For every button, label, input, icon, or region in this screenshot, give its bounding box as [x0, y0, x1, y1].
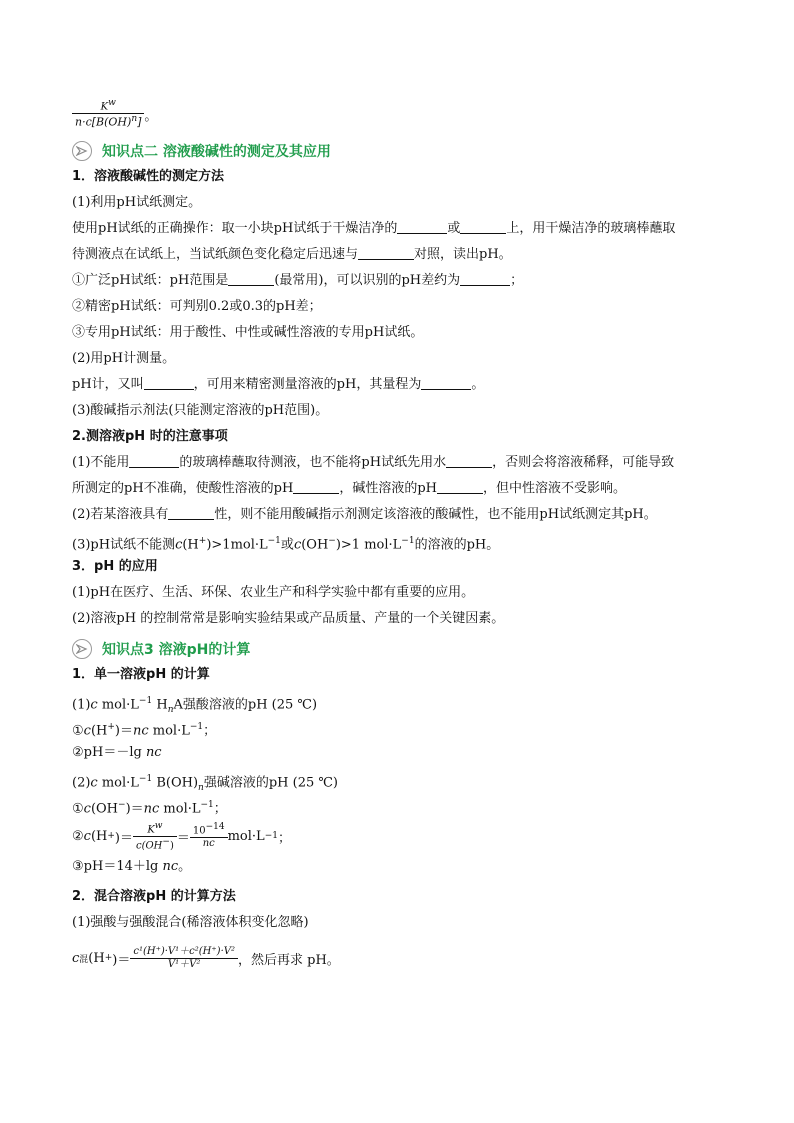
- kw-fraction: [72, 98, 144, 129]
- fill-blank: [446, 453, 492, 468]
- subscript: 混: [79, 954, 89, 965]
- fill-blank: [460, 219, 506, 234]
- text-span: 所测定的pH不准确，使酸性溶液的pH: [72, 481, 294, 496]
- text-span: 。: [178, 859, 192, 874]
- text-span: )＝: [114, 723, 133, 739]
- section-title: 知识点二 溶液酸碱性的测定及其应用: [102, 144, 331, 160]
- text-span: nc: [143, 801, 160, 817]
- text-span: )＝: [125, 801, 144, 817]
- text-span: ②pH＝－lg: [72, 745, 146, 760]
- superscript: −1: [189, 722, 204, 732]
- text-span: 的玻璃棒蘸取待测液，也不能将pH试纸先用水: [179, 455, 447, 470]
- text-span: mol·L: [97, 697, 139, 713]
- top-fraction-line: [72, 94, 724, 134]
- text-span: ，然后再求 pH。: [237, 952, 340, 968]
- text-span: (H: [90, 723, 108, 739]
- text-span: (2): [72, 775, 91, 791]
- fraction-denominator-end: ]: [137, 115, 142, 129]
- fill-blank: [358, 245, 414, 260]
- fraction-denominator: V¹＋V²: [130, 958, 238, 971]
- text-span: ①: [72, 723, 84, 739]
- text-line: [72, 372, 724, 398]
- text-span: ，但中性溶液不受影响。: [483, 481, 627, 496]
- superscript: +: [198, 536, 207, 546]
- text-line: [72, 216, 724, 242]
- text-span: c: [175, 537, 183, 553]
- text-span: )>1 mol·L: [335, 537, 402, 553]
- superscript: +: [104, 953, 113, 963]
- superscript: −1: [138, 774, 153, 784]
- fraction-denominator: n·c[B(OH): [75, 115, 132, 129]
- text-line: [72, 476, 724, 502]
- text-span: )＝: [114, 830, 133, 846]
- text-span: ①广泛pH试纸：pH范围是: [72, 273, 229, 288]
- text-line: (3)酸碱指示剂法(只能测定溶液的pH范围)。: [72, 403, 329, 418]
- text-line: ②精密pH试纸：可判别0.2或0.3的pH差；: [72, 299, 322, 314]
- text-span: ；: [277, 830, 291, 846]
- text-span: nc: [162, 859, 179, 874]
- text-span: )＝: [112, 952, 131, 968]
- subscript: n: [198, 782, 204, 793]
- text-line: (2)溶液pH 的控制常常是影响实验结果或产品质量、产量的一个关键因素。: [72, 611, 505, 626]
- text-span: )>1mol·L: [206, 537, 268, 553]
- text-span: H: [152, 697, 168, 713]
- fill-blank: [144, 375, 194, 390]
- text-span: (最常用)，可以识别的pH差约为: [274, 273, 461, 288]
- text-line: (2)用pH计测量。: [72, 351, 176, 366]
- text-span: mol·L: [148, 723, 190, 739]
- superscript: −1: [264, 831, 278, 841]
- text-span: 强碱溶液的pH (25 ℃): [203, 775, 338, 791]
- text-line: [72, 528, 724, 554]
- text-span: 的溶液的pH。: [414, 537, 500, 553]
- fill-blank: [228, 271, 274, 286]
- text-span: (1): [72, 697, 91, 713]
- text-line: [72, 792, 724, 818]
- kw-over-oh-fraction: [133, 821, 177, 852]
- superscript: −1: [401, 536, 415, 546]
- page-content: [72, 94, 724, 980]
- text-line: (1)强酸与强酸混合(稀溶液体积变化忽略): [72, 915, 309, 930]
- subscript: n: [167, 704, 174, 715]
- text-span: (OH: [90, 801, 119, 817]
- text-span: (3)pH试纸不能测: [72, 537, 176, 553]
- text-line: [72, 688, 724, 714]
- text-span: (H: [90, 828, 108, 844]
- superscript: −: [328, 536, 336, 546]
- text-span: 待测液点在试纸上，当试纸颜色变化稳定后迅速与: [72, 247, 359, 262]
- text-span: ＝: [176, 830, 190, 846]
- subheading: 1．单一溶液pH 的计算: [72, 667, 210, 682]
- superscript: −1: [200, 800, 214, 810]
- fraction-denominator: nc: [190, 837, 228, 850]
- ten-over-nc-fraction: [190, 822, 228, 849]
- subheading: 3．pH 的应用: [72, 559, 158, 574]
- text-span: mol·L: [159, 801, 201, 817]
- superscript: −14: [205, 822, 225, 833]
- fill-blank: [168, 505, 214, 520]
- section-header-3: [72, 636, 724, 662]
- superscript: −1: [138, 696, 153, 706]
- text-span: ①: [72, 801, 84, 817]
- text-span: mol·L: [97, 775, 139, 791]
- text-span: c: [83, 801, 91, 817]
- fraction-numerator: K: [100, 101, 109, 113]
- text-span: c: [83, 828, 91, 844]
- text-span: ；: [213, 801, 227, 817]
- text-span: c: [90, 775, 98, 791]
- text-span: ②: [72, 828, 84, 844]
- text-span: ；: [510, 273, 524, 288]
- text-span: (OH: [301, 537, 329, 553]
- fraction-denominator-end: ): [169, 839, 174, 851]
- section-header-2: [72, 138, 724, 164]
- subheading: 2.测溶液pH 时的注意事项: [72, 429, 228, 444]
- fill-blank: [421, 375, 471, 390]
- text-line: [72, 268, 724, 294]
- arrow-circle-icon: [72, 141, 92, 161]
- text-span: (H: [88, 950, 105, 966]
- fill-blank: [293, 479, 339, 494]
- text-span: (H: [182, 537, 199, 553]
- fill-blank: [460, 271, 510, 286]
- text-span: mol·L: [227, 828, 265, 844]
- text-span: nc: [132, 723, 149, 739]
- fraction-numerator: K: [147, 824, 155, 835]
- text-line: [72, 242, 724, 268]
- section-title: 知识点3 溶液pH的计算: [102, 642, 251, 658]
- fraction-numerator: c¹(H⁺)·V¹＋c²(H⁺)·V²: [133, 946, 235, 957]
- mixed-concentration-fraction: [130, 946, 238, 970]
- fraction-denominator-sup: n: [131, 114, 138, 125]
- fill-blank: [437, 479, 483, 494]
- text-span: 或: [447, 221, 461, 236]
- text-span: 或: [280, 537, 294, 553]
- text-span: c: [83, 723, 91, 739]
- text-span: 使用pH试纸的正确操作：取一小块pH试纸于干燥洁净的: [72, 221, 398, 236]
- superscript: w: [154, 820, 163, 831]
- fraction-numerator: 10: [192, 825, 206, 837]
- arrow-circle-icon: [72, 639, 92, 659]
- text-line: [72, 450, 724, 476]
- fraction-tail: 。: [144, 108, 158, 124]
- text-span: 上，用干燥洁净的玻璃棒蘸取: [506, 221, 676, 236]
- formula-line: [72, 818, 724, 854]
- text-span: nc: [145, 745, 162, 760]
- superscript: −1: [267, 536, 281, 546]
- fill-blank: [397, 219, 447, 234]
- text-line: [72, 714, 724, 740]
- text-span: c: [72, 950, 80, 966]
- text-line: ③专用pH试纸：用于酸性、中性或碱性溶液的专用pH试纸。: [72, 325, 424, 340]
- superscript: +: [107, 831, 115, 841]
- text-span: (1)不能用: [72, 455, 130, 470]
- text-line: [72, 740, 724, 766]
- text-span: ，碱性溶液的pH: [339, 481, 437, 496]
- subheading: 1．溶液酸碱性的测定方法: [72, 169, 225, 184]
- superscript: −: [118, 800, 126, 810]
- text-span: ，否则会将溶液稀释，可能导致: [492, 455, 675, 470]
- text-span: 。: [471, 377, 485, 392]
- text-span: A强酸溶液的pH (25 ℃): [173, 697, 318, 713]
- fraction-numerator-sub: w: [108, 98, 116, 109]
- text-span: c: [293, 537, 302, 553]
- text-span: pH计，又叫: [72, 377, 144, 392]
- text-span: (2)若某溶液具有: [72, 507, 169, 522]
- text-line: (1)pH在医疗、生活、环保、农业生产和科学实验中都有重要的应用。: [72, 585, 475, 600]
- fill-blank: [129, 453, 179, 468]
- text-line: [72, 502, 724, 528]
- text-span: ；: [203, 723, 217, 739]
- text-span: c: [90, 697, 98, 713]
- superscript: +: [107, 722, 115, 732]
- text-span: B(OH): [152, 775, 199, 791]
- text-span: ，可用来精密测量溶液的pH，其量程为: [193, 377, 422, 392]
- text-span: 对照，读出pH。: [414, 247, 512, 262]
- text-line: (1)利用pH试纸测定。: [72, 195, 202, 210]
- text-span: ③pH＝14＋lg: [72, 859, 163, 874]
- text-span: 性，则不能用酸碱指示剂测定该溶液的酸碱性，也不能用pH试纸测定其pH。: [214, 507, 657, 522]
- fraction-denominator: c(OH: [135, 839, 163, 851]
- superscript: −: [162, 836, 170, 847]
- text-line: [72, 766, 724, 792]
- mixed-formula-line: [72, 936, 724, 980]
- subheading: 2．混合溶液pH 的计算方法: [72, 889, 236, 904]
- text-line: [72, 854, 724, 880]
